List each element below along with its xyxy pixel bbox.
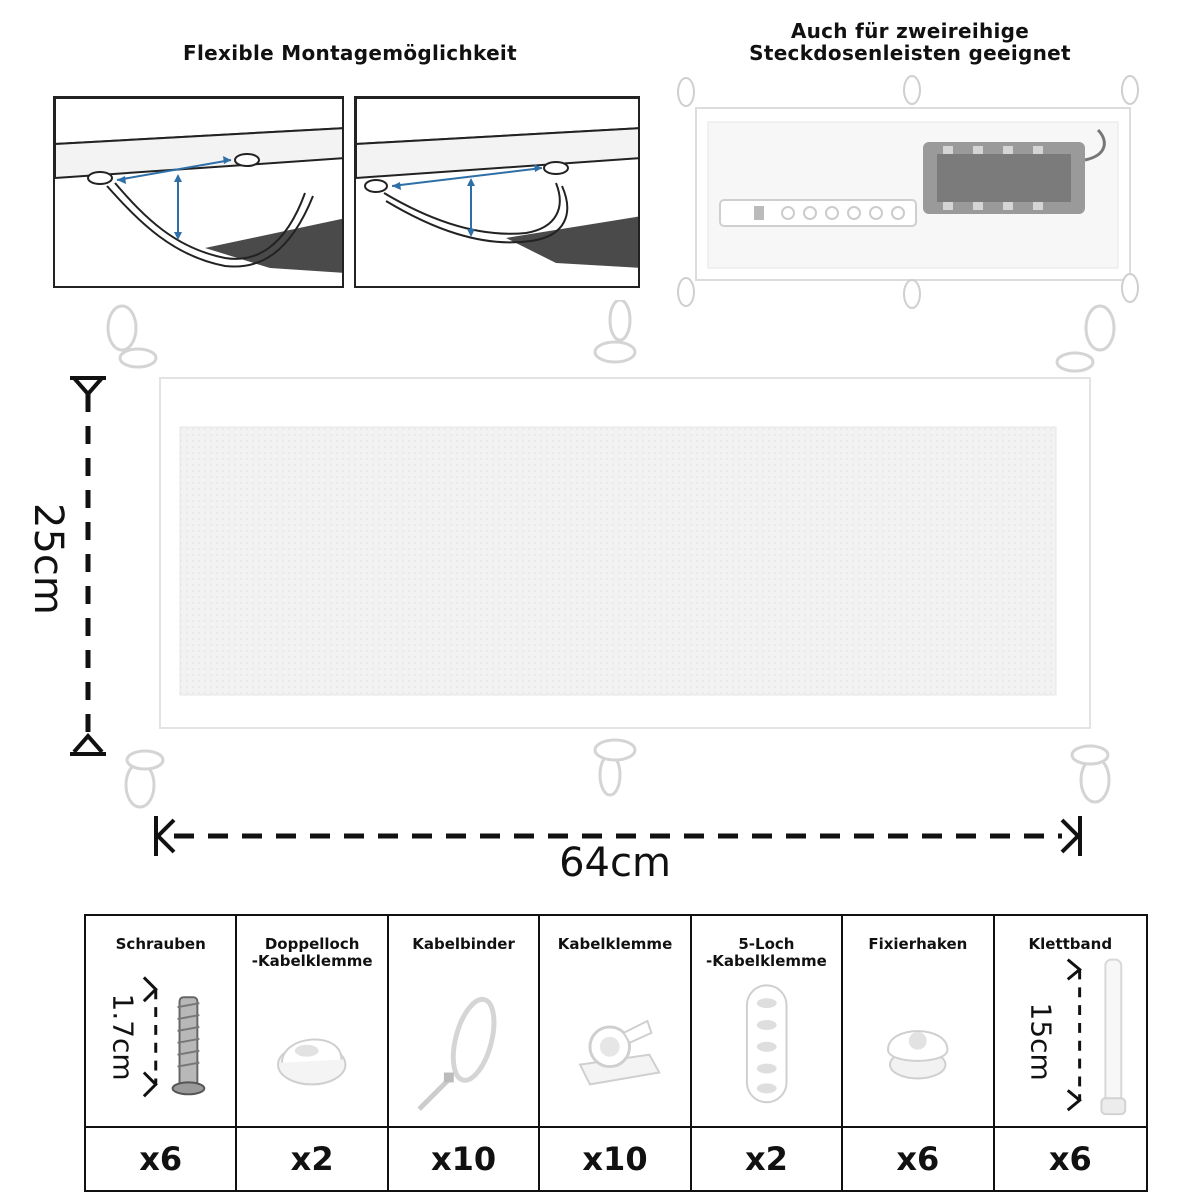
- accessory-qty-screws: x6: [86, 1128, 237, 1190]
- accessory-cell-screws: [86, 916, 237, 1128]
- cable-clamp-icon: [540, 916, 689, 1126]
- flexible-mount-title: Flexible Montagemöglichkeit: [183, 41, 517, 65]
- height-label: 25cm: [25, 503, 71, 615]
- double-hole-cable-clip-icon: [237, 916, 386, 1126]
- accessory-cell-five-hole-clip: [692, 916, 843, 1128]
- accessory-cell-velcro: [995, 916, 1146, 1128]
- mount-illustration-right: [354, 96, 640, 288]
- width-label: 64cm: [559, 840, 671, 886]
- mount-illustration-right-svg: [356, 98, 640, 288]
- accessory-label-double-hole-clip: Doppelloch -Kabelklemme: [251, 935, 373, 970]
- double-row-illustration: [668, 70, 1168, 325]
- screw-length-label: 1.7cm: [106, 993, 140, 1081]
- accessories-table: [84, 914, 1148, 1192]
- accessory-qty-velcro: x6: [1048, 1140, 1092, 1178]
- accessory-qty-double-hole-clip: x2: [237, 1128, 388, 1190]
- accessory-qty-fixing-hooks: x6: [843, 1128, 994, 1190]
- double-row-title: Auch für zweireihige Steckdosenleisten geeignet: [749, 19, 1071, 65]
- double-row-illustration-svg: [668, 70, 1168, 325]
- velcro-length-label: 15cm: [1024, 1002, 1058, 1081]
- accessory-label-five-hole-clip: 5-Loch -Kabelklemme: [706, 935, 827, 970]
- velcro-strap-icon: [995, 916, 1146, 1126]
- cable-net-main-svg: [100, 300, 1130, 820]
- accessory-label-fixing-hooks: Fixierhaken: [868, 935, 968, 953]
- accessory-qty-five-hole-clip: x2: [692, 1128, 843, 1190]
- accessory-label-velcro: Klettband: [1028, 935, 1113, 953]
- five-hole-cable-clip-icon: [692, 916, 841, 1126]
- accessory-cell-fixing-hooks: [843, 916, 994, 1128]
- mount-illustration-left: [53, 96, 344, 288]
- accessory-cell-cable-ties: [389, 916, 540, 1128]
- accessory-cell-double-hole-clip: [237, 916, 388, 1128]
- accessory-cell-cable-clamps: [540, 916, 691, 1128]
- accessory-qty-cable-ties: x10: [389, 1128, 540, 1190]
- cable-net-main: [100, 300, 1130, 820]
- accessory-label-cable-clamps: Kabelklemme: [557, 935, 673, 953]
- mount-illustration-left-svg: [55, 98, 344, 288]
- accessory-label-screws: Schrauben: [115, 935, 206, 953]
- fixing-hook-icon: [843, 916, 992, 1126]
- cable-tie-icon: [389, 916, 538, 1126]
- accessory-qty-cable-clamps: x10: [540, 1128, 691, 1190]
- accessory-label-cable-ties: Kabelbinder: [412, 935, 515, 953]
